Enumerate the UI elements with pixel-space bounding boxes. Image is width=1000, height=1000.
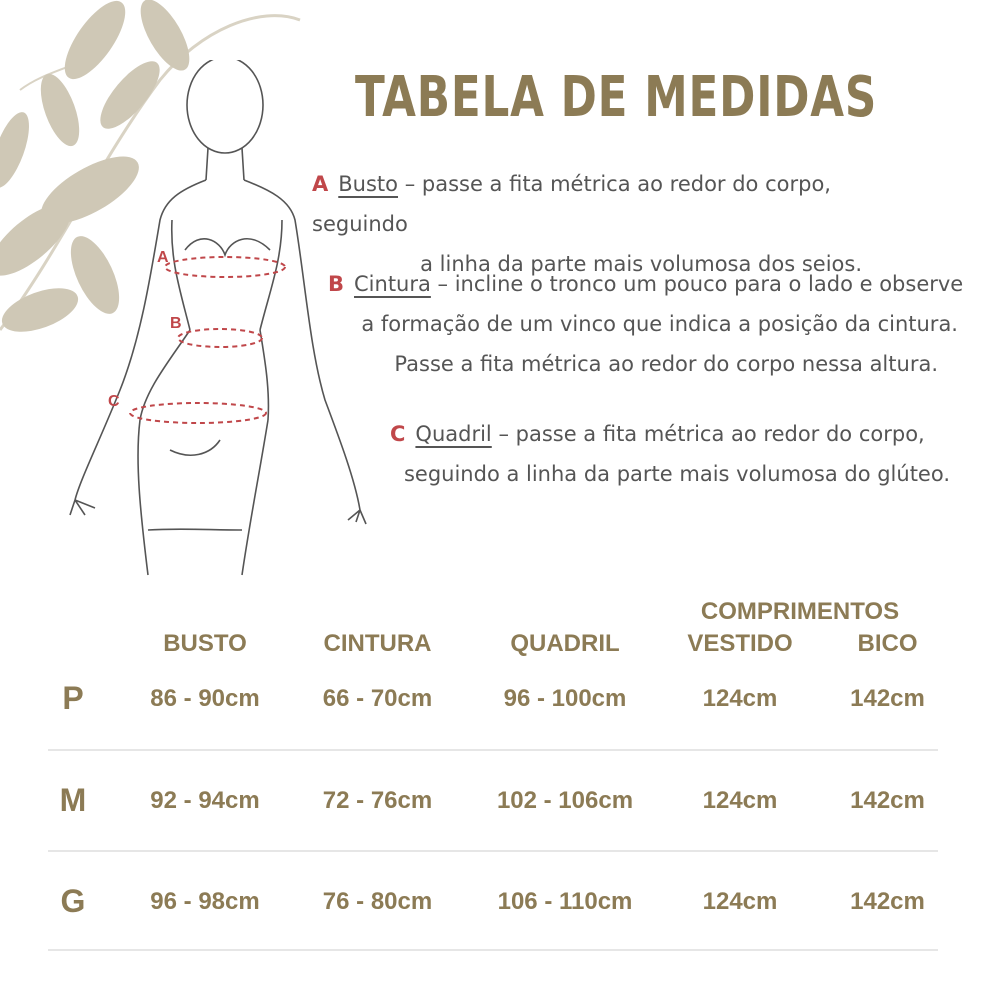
marker-a: A <box>157 249 169 266</box>
instruction-text: seguindo a linha da parte mais volumosa do glúteo. <box>403 462 950 486</box>
cell-quadril: 96 - 100cm <box>503 685 627 712</box>
cell-cintura: 66 - 70cm <box>322 685 433 712</box>
instruction-text: – passe a fita métrica ao redor do corpo, seguindo <box>312 172 831 236</box>
cell-quadril: 106 - 110cm <box>497 888 633 915</box>
cell-cintura: 72 - 76cm <box>322 787 433 814</box>
cell-cintura: 76 - 80cm <box>322 888 433 915</box>
instruction-quadril <box>390 414 950 494</box>
cell-busto: 86 - 90cm <box>150 685 260 712</box>
instruction-term: Cintura <box>354 272 431 296</box>
page-title: TABELA DE MEDIDAS <box>355 65 878 130</box>
cell-vestido: 124cm <box>702 888 778 915</box>
instruction-cintura <box>328 264 968 384</box>
header-bico: BICO <box>857 630 918 657</box>
size-label: G <box>60 883 86 919</box>
cell-vestido: 124cm <box>702 685 778 712</box>
instruction-text: Passe a fita métrica ao redor do corpo nessa altura. <box>394 352 938 376</box>
cell-bico: 142cm <box>850 685 925 712</box>
instruction-letter: A <box>312 172 329 196</box>
row-divider <box>48 850 938 852</box>
instruction-letter: B <box>328 272 345 296</box>
cell-busto: 92 - 94cm <box>150 787 260 814</box>
instruction-text: – incline o tronco um pouco para o lado e observe <box>430 272 964 296</box>
header-cintura: CINTURA <box>323 630 432 657</box>
header-vestido: VESTIDO <box>687 630 793 657</box>
header-busto: BUSTO <box>163 630 247 657</box>
marker-c: C <box>108 393 120 410</box>
header-comprimentos: COMPRIMENTOS <box>700 598 900 625</box>
instruction-text: – passe a fita métrica ao redor do corpo, <box>491 422 925 446</box>
size-label: M <box>59 782 87 818</box>
instruction-text: a linha da parte mais volumosa dos seios. <box>420 252 862 276</box>
cell-bico: 142cm <box>850 888 925 915</box>
cell-quadril: 102 - 106cm <box>496 787 634 814</box>
instruction-letter: C <box>390 422 406 446</box>
cell-busto: 96 - 98cm <box>150 888 260 915</box>
marker-b: B <box>170 315 182 332</box>
row-divider <box>48 949 938 951</box>
header-quadril: QUADRIL <box>510 630 620 657</box>
row-divider <box>48 749 938 751</box>
size-label: P <box>62 680 84 716</box>
cell-vestido: 124cm <box>702 787 778 814</box>
instruction-term: Quadril <box>415 422 492 446</box>
instruction-term: Busto <box>338 172 399 196</box>
cell-bico: 142cm <box>850 787 925 814</box>
instruction-text: a formação de um vinco que indica a posição da cintura. <box>361 312 958 336</box>
